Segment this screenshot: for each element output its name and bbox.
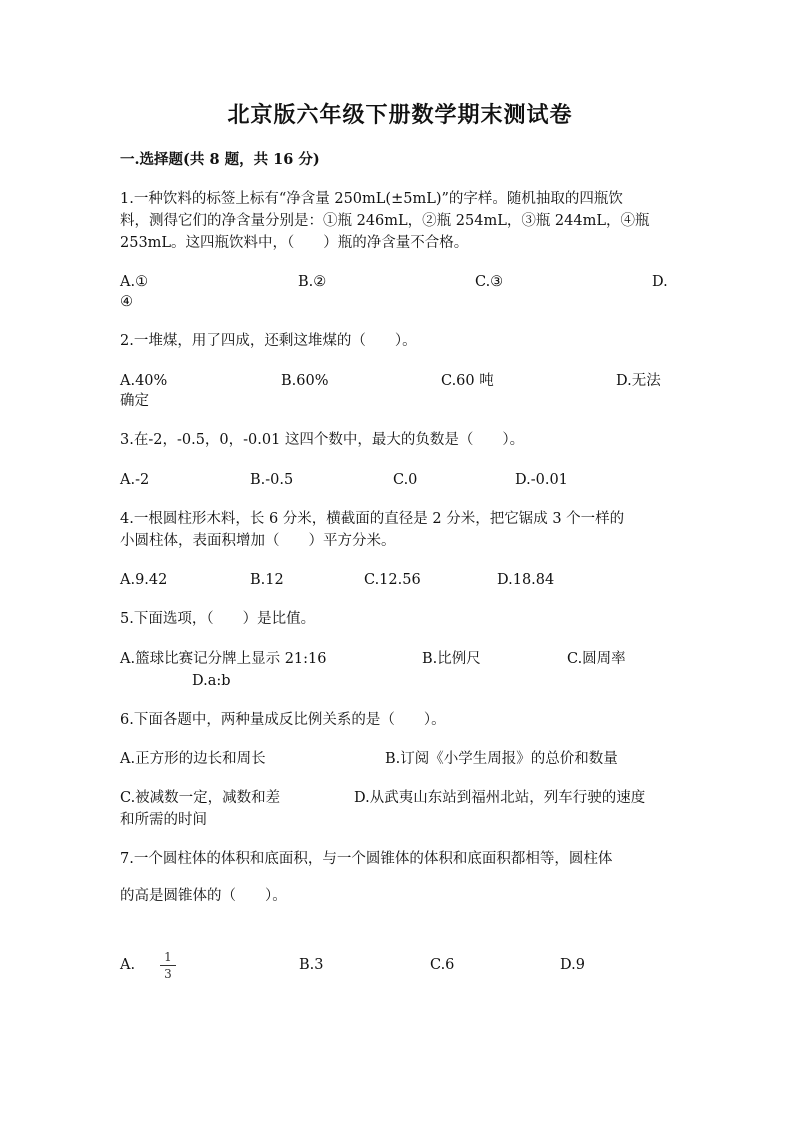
- section-heading: 一.选择题(共 8 题，共 16 分): [120, 151, 320, 168]
- q7-option-d[interactable]: D.9: [560, 957, 585, 973]
- q6-option-a[interactable]: A.正方形的边长和周长: [120, 751, 266, 767]
- q4-option-c[interactable]: C.12.56: [364, 572, 421, 588]
- q3-option-c[interactable]: C.0: [393, 472, 418, 488]
- q2-option-a[interactable]: A.40%: [120, 373, 168, 389]
- q7-stem-line-2: 的高是圆锥体的（ ）。: [120, 888, 287, 904]
- q2-option-b[interactable]: B.60%: [281, 373, 329, 389]
- q4-stem-line-2: 小圆柱体，表面积增加（ ）平方分米。: [120, 533, 396, 549]
- q4-option-b[interactable]: B.12: [250, 572, 284, 588]
- q5-option-a[interactable]: A.篮球比赛记分牌上显示 21:16: [120, 651, 327, 667]
- q1-option-d-continued[interactable]: ④: [120, 294, 133, 310]
- q2-option-d[interactable]: D.无法: [616, 373, 661, 389]
- q7-option-a[interactable]: A.: [120, 957, 136, 973]
- q3-option-d[interactable]: D.-0.01: [515, 472, 568, 488]
- q5-option-c[interactable]: C.圆周率: [567, 651, 626, 667]
- q3-option-b[interactable]: B.-0.5: [250, 472, 294, 488]
- q5-stem: 5.下面选项，（ ）是比值。: [120, 611, 316, 627]
- q7-stem-line-1: 7.一个圆柱体的体积和底面积，与一个圆锥体的体积和底面积都相等，圆柱体: [120, 851, 613, 867]
- q2-option-d-continued[interactable]: 确定: [120, 393, 149, 409]
- q1-option-a[interactable]: A.①: [120, 274, 149, 290]
- q6-option-b[interactable]: B.订阅《小学生周报》的总价和数量: [385, 751, 618, 767]
- q7-option-c[interactable]: C.6: [430, 957, 455, 973]
- q5-option-d[interactable]: D.a:b: [192, 673, 231, 689]
- q4-option-d[interactable]: D.18.84: [497, 572, 555, 588]
- q2-option-c[interactable]: C.60 吨: [441, 373, 494, 389]
- q4-stem-line-1: 4.一根圆柱形木料，长 6 分米，横截面的直径是 2 分米，把它锯成 3 个一样的: [120, 511, 625, 527]
- q4-option-a[interactable]: A.9.42: [120, 572, 168, 588]
- q1-stem-line-3: 253mL。这四瓶饮料中，（ ）瓶的净含量不合格。: [120, 235, 469, 251]
- q7-option-b[interactable]: B.3: [299, 957, 324, 973]
- fraction-denominator: 3: [164, 967, 172, 981]
- q1-option-c[interactable]: C.③: [475, 274, 504, 290]
- q5-option-b[interactable]: B.比例尺: [422, 651, 481, 667]
- q7-option-a-fraction[interactable]: [160, 950, 176, 981]
- q1-option-d[interactable]: D.: [652, 274, 668, 290]
- fraction-numerator: 1: [160, 950, 176, 966]
- q6-option-d[interactable]: D.从武夷山东站到福州北站，列车行驶的速度: [354, 790, 646, 806]
- q6-stem: 6.下面各题中，两种量成反比例关系的是（ ）。: [120, 712, 446, 728]
- q1-option-b[interactable]: B.②: [298, 274, 327, 290]
- q3-option-a[interactable]: A.-2: [120, 472, 150, 488]
- q6-option-c[interactable]: C.被减数一定，减数和差: [120, 790, 281, 806]
- q6-option-d-continued[interactable]: 和所需的时间: [120, 812, 207, 828]
- page-title: 北京版六年级下册数学期末测试卷: [227, 102, 573, 128]
- q1-stem-line-1: 1.一种饮料的标签上标有“净含量 250mL(±5mL)”的字样。随机抽取的四瓶饮: [120, 191, 623, 207]
- q3-stem: 3.在-2，-0.5，0，-0.01 这四个数中，最大的负数是（ ）。: [120, 432, 525, 448]
- q2-stem: 2.一堆煤，用了四成，还剩这堆煤的（ ）。: [120, 333, 417, 349]
- q1-stem-line-2: 料，测得它们的净含量分别是：①瓶 246mL，②瓶 254mL，③瓶 244mL，④瓶: [120, 213, 650, 229]
